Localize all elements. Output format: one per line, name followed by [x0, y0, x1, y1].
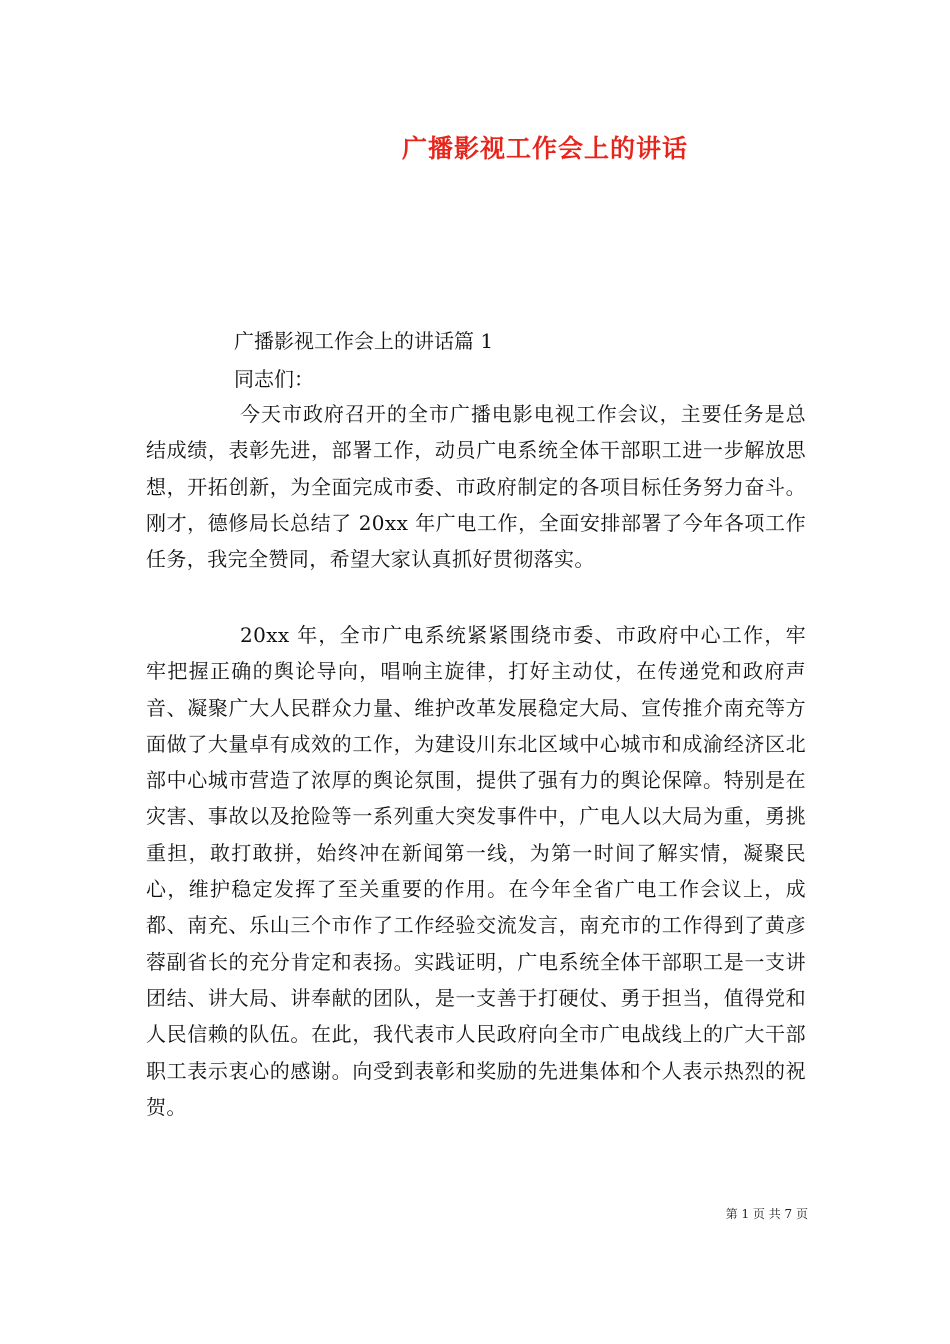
section-heading: 广播影视工作会上的讲话篇 1 — [234, 329, 494, 353]
body-paragraph: 20xx 年，全市广电系统紧紧围绕市委、市政府中心工作，牢牢把握正确的舆论导向，唱响主旋律，打好主动仗，在传递党和政府声音、凝聚广大人民群众力量、维护改革发展稳定大局、宣传推介南充等方面做了大量卓有成效的工作，为建设川东北区域中心城市和成渝经济区北部中心城市营造了浓厚的舆论氛围，提供了强有力的舆论保障。特别是在灾害、事故以及抢险等一系列重大突发事件中，广电人以大局为重，勇挑重担，敢打敢拼，始终冲在新闻第一线，为第一时间了解实情，凝聚民心，维护稳定发挥了至关重要的作用。在今年全省广电工作会议上，成都、南充、乐山三个市作了工作经验交流发言，南充市的工作得到了黄彦蓉副省长的充分肯定和表扬。实践证明，广电系统全体干部职工是一支讲团结、讲大局、讲奉献的团队，是一支善于打硬仗、勇于担当，值得党和人民信赖的队伍。在此，我代表市人民政府向全市广电战线上的广大干部职工表示衷心的感谢。向受到表彰和奖励的先进集体和个人表示热烈的祝贺。 — [146, 623, 806, 1119]
salutation: 同志们： — [234, 367, 314, 391]
page-number-footer: 第 1 页 共 7 页 — [725, 1207, 808, 1221]
document-title: 广播影视工作会上的讲话 — [401, 134, 688, 163]
body-paragraph: 今天市政府召开的全市广播电影电视工作会议，主要任务是总结成绩，表彰先进，部署工作，动员广电系统全体干部职工进一步解放思想，开拓创新，为全面完成市委、市政府制定的各项目标任务努力奋斗。刚才，德修局长总结了 20xx 年广电工作，全面安排部署了今年各项工作任务，我完全赞同，希望大家认真抓好贯彻落实。 — [146, 402, 806, 572]
